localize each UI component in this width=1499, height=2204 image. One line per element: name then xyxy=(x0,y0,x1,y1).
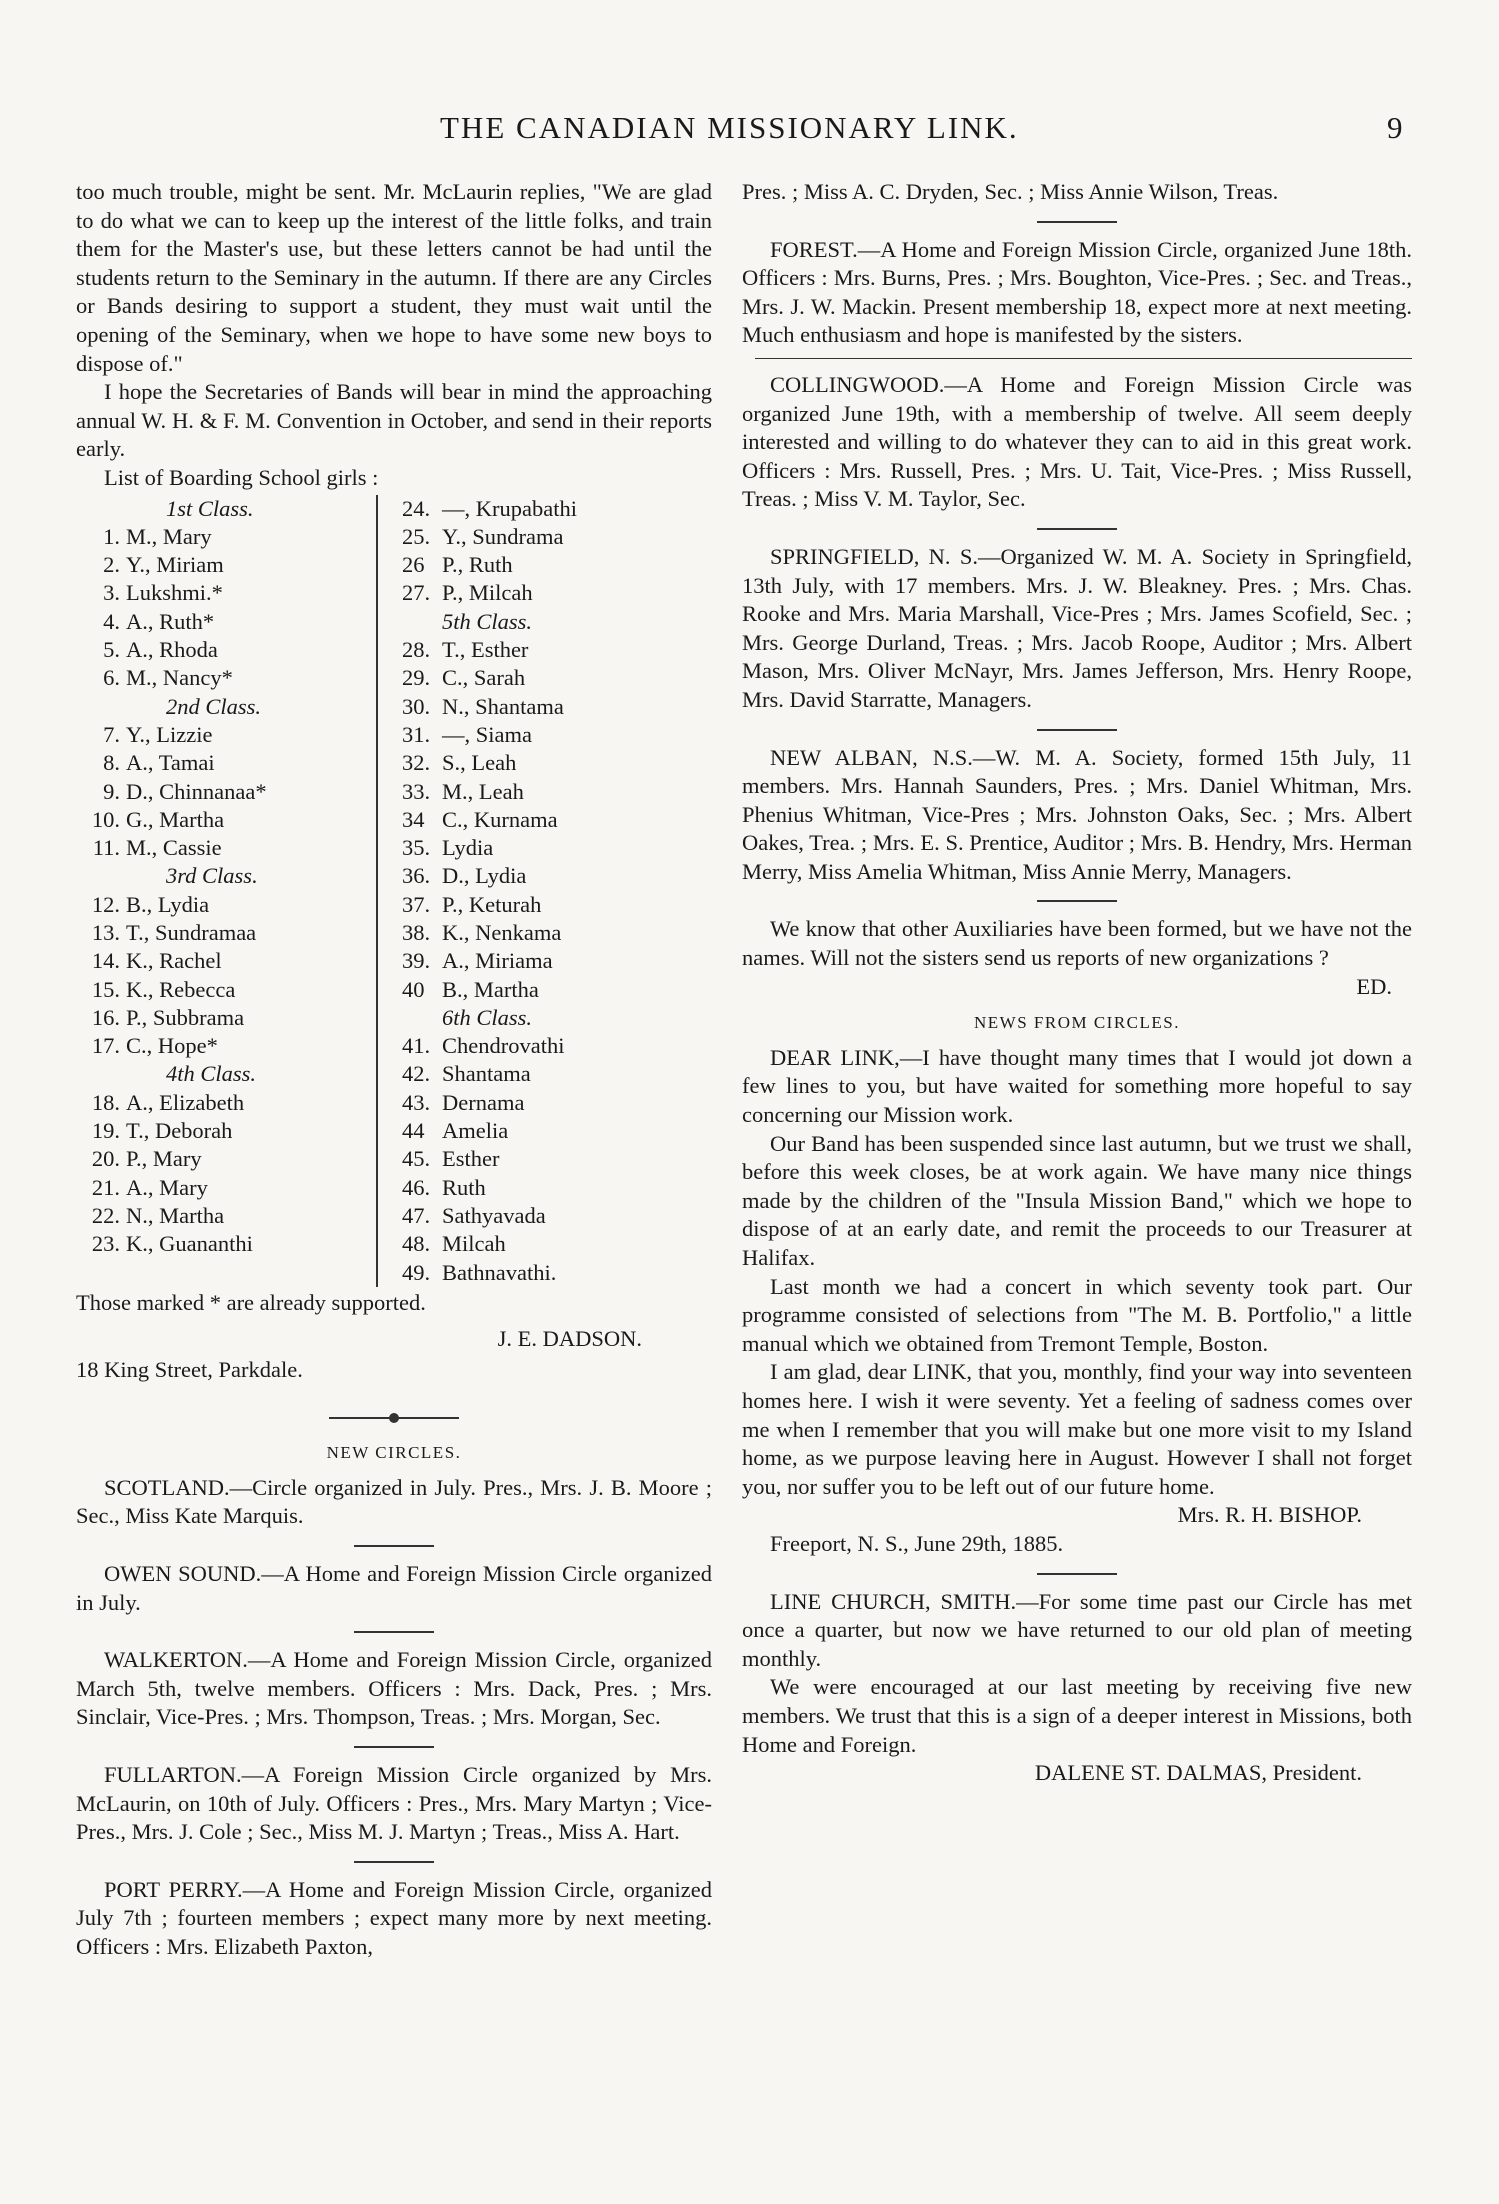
item-name: A., Elizabeth xyxy=(126,1089,245,1115)
item-name: A., Mary xyxy=(126,1174,208,1200)
item-name: A., Rhoda xyxy=(126,637,218,663)
item-number: 18. xyxy=(91,1089,120,1115)
notice-walkerton xyxy=(76,1646,712,1732)
list-item xyxy=(402,495,702,523)
list-item xyxy=(402,579,702,607)
letter-text: —I have thought many times that I would jot down a few lines to you, but have waited for something more hopeful to say concerning our Mission work. xyxy=(742,1044,1412,1128)
place-name: WALKERTON. xyxy=(104,1647,248,1673)
list-item xyxy=(402,1032,702,1060)
item-number: 10. xyxy=(91,806,120,832)
item-number: 48. xyxy=(402,1231,431,1257)
paragraph: too much trouble, might be sent. Mr. McLaurin replies, "We are glad to do what we can to keep up the interest of the little folks, and train them for the Master's use, but these letters cannot be had until the students return to the Seminary in the autumn. If there are any Circles or Bands desiring to support a student, they must wait until the opening of the Seminary, when we hope to have some new boys to dispose of." xyxy=(76,179,712,376)
list-item xyxy=(76,523,376,551)
notice-scotland xyxy=(76,1474,712,1531)
item-number: 12. xyxy=(91,891,120,917)
list-item xyxy=(76,636,376,664)
item-number: 35. xyxy=(402,835,431,861)
letter-paragraph: Our Band has been suspended since last autumn, but we trust we shall, before this week closes, be at work again. We have many nice things made by the children of the "Insula Mission Band," which we hope to dispose of at an early date, and remit the proceeds to our Treasurer at Halifax. xyxy=(742,1130,1412,1270)
item-name: M., Leah xyxy=(442,778,524,804)
class-heading: 5th Class. xyxy=(442,608,533,634)
item-number: 34 xyxy=(402,806,425,832)
class-heading: 1st Class. xyxy=(166,495,254,521)
item-name: Shantama xyxy=(442,1061,531,1087)
place-name: LINE CHURCH, SMITH. xyxy=(770,1588,1017,1614)
notice-text: —A Foreign Mission Circle organized by Mrs. McLaurin, on 10th of July. Officers : Pres., Mrs. Mary Martyn ; Vice-Pres., Mrs. J. Cole ; Sec., Miss M. J. Martyn ; Treas., Miss A. Hart. xyxy=(76,1761,712,1845)
page-number: 9 xyxy=(1387,110,1403,145)
section-heading-new-circles: NEW CIRCLES. xyxy=(326,1443,462,1463)
item-name: K., Rachel xyxy=(126,948,222,974)
item-number: 31. xyxy=(402,721,431,747)
list-item xyxy=(76,1117,376,1145)
item-name: Chendrovathi xyxy=(442,1033,565,1059)
notice-text: —A Home and Foreign Mission Circle organized in July. xyxy=(76,1561,712,1615)
divider xyxy=(1037,221,1117,223)
item-number: 14. xyxy=(91,948,120,974)
item-name: M., Nancy* xyxy=(126,665,233,691)
item-number: 45. xyxy=(402,1146,431,1172)
item-number: 21. xyxy=(91,1174,120,1200)
item-name: G., Martha xyxy=(126,806,225,832)
list-item xyxy=(402,1060,702,1088)
paragraph: I hope the Secretaries of Bands will bear in mind the approaching annual W. H. & F. M. Convention in October, and send in their reports early. xyxy=(76,379,712,462)
divider xyxy=(354,1545,434,1547)
letter-signature: Mrs. R. H. BISHOP. xyxy=(1177,1502,1362,1528)
item-name: T., Deborah xyxy=(126,1118,233,1144)
item-name: Dernama xyxy=(442,1089,525,1115)
notice-forest xyxy=(742,236,1412,350)
divider xyxy=(1037,729,1117,731)
item-number: 43. xyxy=(402,1089,431,1115)
list-item xyxy=(76,976,376,1004)
page-header xyxy=(0,110,1499,160)
list-item xyxy=(76,1202,376,1230)
notice-fullarton xyxy=(76,1761,712,1847)
item-number: 47. xyxy=(402,1202,431,1228)
item-number: 40 xyxy=(402,976,425,1002)
divider xyxy=(755,358,1412,359)
place-name: FULLARTON. xyxy=(104,1761,242,1787)
list-item xyxy=(402,834,702,862)
item-name: K., Guananthi xyxy=(126,1231,253,1257)
list-item xyxy=(76,806,376,834)
editor-note: We know that other Auxiliaries have been formed, but we have not the names. Will not the sisters send us reports of new organizations ? xyxy=(742,916,1412,971)
item-number: 44 xyxy=(402,1118,425,1144)
item-number: 36. xyxy=(402,863,431,889)
item-name: M., Cassie xyxy=(126,835,222,861)
item-number: 26 xyxy=(402,552,425,578)
list-item xyxy=(76,891,376,919)
list-item xyxy=(402,806,702,834)
item-number: 42. xyxy=(402,1061,431,1087)
item-name: Lydia xyxy=(442,835,494,861)
list-item xyxy=(402,693,702,721)
paragraph-continued: Pres. ; Miss A. C. Dryden, Sec. ; Miss Annie Wilson, Treas. xyxy=(742,179,1279,204)
divider xyxy=(1037,900,1117,902)
list-intro: List of Boarding School girls : xyxy=(104,464,379,490)
item-number: 38. xyxy=(402,919,431,945)
item-name: C., Kurnama xyxy=(442,806,558,832)
item-name: Ruth xyxy=(442,1174,486,1200)
item-name: Amelia xyxy=(442,1118,509,1144)
item-name: —, Siama xyxy=(442,721,532,747)
item-number: 33. xyxy=(402,778,431,804)
class-heading: 4th Class. xyxy=(166,1061,257,1087)
girls-list-column-1 xyxy=(76,495,376,1287)
letter-paragraph: Last month we had a concert in which seventy took part. Our programme consisted of selections from "The M. B. Portfolio," a little manual which we obtained from Tremont Temple, Boston. xyxy=(742,1273,1412,1356)
item-name: Y., Lizzie xyxy=(126,721,213,747)
notice-collingwood xyxy=(742,371,1412,514)
list-item xyxy=(402,664,702,692)
item-name: P., Ruth xyxy=(442,552,513,578)
item-number: 3. xyxy=(103,580,120,606)
notice-text: —A Home and Foreign Mission Circle, organized June 18th. Officers : Mrs. Burns, Pres. ; Mrs. Boughton, Vice-Pres. ; Sec. and Treas., Mrs. J. W. Mackin. Present membership 18, expect more at next meeting. Much enthusiasm and hope is manifested by the sisters. xyxy=(742,236,1412,348)
item-number: 27. xyxy=(402,580,431,606)
item-name: A., Miriama xyxy=(442,948,553,974)
item-number: 22. xyxy=(91,1202,120,1228)
list-item xyxy=(76,664,376,692)
notice-new-alban xyxy=(742,744,1412,887)
item-number: 17. xyxy=(91,1033,120,1059)
item-name: T., Sundramaa xyxy=(126,919,257,945)
list-item xyxy=(76,579,376,607)
list-item xyxy=(402,1202,702,1230)
item-number: 25. xyxy=(402,523,431,549)
item-name: A., Tamai xyxy=(126,750,215,776)
address: 18 King Street, Parkdale. xyxy=(76,1357,303,1383)
item-name: D., Chinnanaa* xyxy=(126,778,267,804)
supported-note: Those marked * are already supported. xyxy=(76,1289,426,1315)
list-item xyxy=(76,721,376,749)
item-number: 20. xyxy=(91,1146,120,1172)
girls-list-column-2 xyxy=(376,495,702,1287)
item-number: 11. xyxy=(92,835,120,861)
item-number: 16. xyxy=(91,1004,120,1030)
item-name: B., Martha xyxy=(442,976,539,1002)
list-item xyxy=(76,1230,376,1258)
list-item xyxy=(402,1259,702,1287)
item-name: —, Krupabathi xyxy=(442,495,577,521)
list-item xyxy=(402,636,702,664)
item-name: K., Rebecca xyxy=(126,976,236,1002)
item-number: 7. xyxy=(103,721,120,747)
list-item xyxy=(402,947,702,975)
list-item xyxy=(76,608,376,636)
item-number: 28. xyxy=(402,637,431,663)
place-name: OWEN SOUND. xyxy=(104,1561,262,1586)
item-number: 9. xyxy=(103,778,120,804)
list-item xyxy=(76,1089,376,1117)
girls-list xyxy=(76,495,712,1287)
item-number: 29. xyxy=(402,665,431,691)
list-item xyxy=(402,1174,702,1202)
letter-place-date: Freeport, N. S., June 29th, 1885. xyxy=(770,1530,1064,1556)
item-name: Lukshmi.* xyxy=(126,580,223,606)
list-item xyxy=(76,551,376,579)
list-item xyxy=(76,778,376,806)
item-name: Y., Miriam xyxy=(126,552,224,578)
item-name: B., Lydia xyxy=(126,891,210,917)
divider xyxy=(1037,1573,1117,1575)
editor-signature: ED. xyxy=(1356,973,1392,999)
notice-port-perry xyxy=(76,1876,712,1962)
class-heading: 2nd Class. xyxy=(166,693,262,719)
notice-owen-sound xyxy=(76,1560,712,1617)
right-column xyxy=(742,178,1412,1788)
class-heading: 3rd Class. xyxy=(166,863,258,889)
list-item xyxy=(402,721,702,749)
item-number: 2. xyxy=(103,552,120,578)
salutation: DEAR LINK, xyxy=(770,1044,900,1070)
notice-text: —A Home and Foreign Mission Circle, organized March 5th, twelve members. Officers : Mrs. Dack, Pres. ; Mrs. Sinclair, Vice-Pres. ; Mrs. Thompson, Treas. ; Mrs. Morgan, Sec. xyxy=(76,1647,712,1730)
notice-text: —Circle organized in July. Pres., Mrs. J. B. Moore ; Sec., Miss Kate Marquis. xyxy=(76,1474,712,1529)
item-name: D., Lydia xyxy=(442,863,527,889)
list-item xyxy=(402,749,702,777)
item-name: C., Sarah xyxy=(442,665,526,691)
list-item xyxy=(76,834,376,862)
item-number: 13. xyxy=(91,919,120,945)
left-column xyxy=(76,178,712,1962)
divider xyxy=(1037,528,1117,530)
item-number: 46. xyxy=(402,1174,431,1200)
item-name: Milcah xyxy=(442,1231,506,1257)
list-item xyxy=(402,1089,702,1117)
place-name: COLLINGWOOD. xyxy=(770,371,945,397)
list-item xyxy=(76,947,376,975)
list-item xyxy=(76,1032,376,1060)
item-number: 24. xyxy=(402,495,431,521)
list-item xyxy=(402,919,702,947)
place-name: FOREST. xyxy=(770,236,858,262)
divider xyxy=(354,1631,434,1633)
list-item xyxy=(402,778,702,806)
item-name: P., Keturah xyxy=(442,891,542,917)
item-name: Esther xyxy=(442,1146,500,1172)
item-name: A., Ruth* xyxy=(126,608,215,634)
notice-springfield xyxy=(742,543,1412,715)
list-item xyxy=(402,551,702,579)
class-heading: 6th Class. xyxy=(442,1004,533,1030)
place-name: SCOTLAND. xyxy=(104,1474,230,1500)
item-number: 32. xyxy=(402,750,431,776)
notice-line-church xyxy=(742,1588,1412,1674)
item-name: T., Esther xyxy=(442,637,529,663)
place-name: PORT PERRY. xyxy=(104,1876,243,1902)
notice-text: —A Home and Foreign Mission Circle was organized June 19th, with a membership of twelve. All seem deeply interested and willing to do whatever they can to aid in this great work. Officers : Mrs. Russell, Pres. ; Mrs. U. Tait, Vice-Pres. ; Miss Russell, Treas. ; Miss V. M. Taylor, Sec. xyxy=(742,371,1412,512)
item-name: K., Nenkama xyxy=(442,919,562,945)
notice-text: —For some time past our Circle has met once a quarter, but now we have returned to our old plan of meeting monthly. xyxy=(742,1588,1412,1671)
item-number: 4. xyxy=(103,608,120,634)
item-name: S., Leah xyxy=(442,750,517,776)
paragraph: We were encouraged at our last meeting by receiving five new members. We trust that this is a sign of a deeper interest in Missions, both Home and Foreign. xyxy=(742,1674,1412,1757)
place-name: NEW ALBAN, N.S. xyxy=(770,744,973,770)
list-item xyxy=(402,1230,702,1258)
list-item xyxy=(76,1145,376,1173)
item-number: 37. xyxy=(402,891,431,917)
list-item xyxy=(402,862,702,890)
notice-signature: DALENE ST. DALMAS, President. xyxy=(1034,1760,1362,1786)
item-number: 6. xyxy=(103,665,120,691)
item-number: 39. xyxy=(402,948,431,974)
item-number: 8. xyxy=(103,750,120,776)
list-item xyxy=(402,1145,702,1173)
divider xyxy=(354,1861,434,1863)
item-number: 19. xyxy=(91,1118,120,1144)
place-name: SPRINGFIELD, N. S. xyxy=(770,543,978,569)
item-number: 1. xyxy=(103,523,120,549)
signature: J. E. DADSON. xyxy=(497,1326,642,1352)
notice-text: —Organized W. M. A. Society in Springfield, 13th July, with 17 members. Mrs. J. W. Bleakney. Pres. ; Mrs. Chas. Rooke and Mrs. Maria Marshall, Vice-Pres ; Mrs. James Scofield, Sec. ; Mrs. George Durland, Treas. ; Mrs. Jacob Roope, Auditor ; Mrs. Albert Mason, Mrs. Oliver McNayr, Mrs. James Jefferson, Mrs. Henry Roope, Mrs. David Starratte, Managers. xyxy=(742,543,1412,712)
item-name: Sathyavada xyxy=(442,1202,546,1228)
list-item xyxy=(402,523,702,551)
item-number: 5. xyxy=(103,637,120,663)
letter-paragraph: I am glad, dear LINK, that you, monthly, find your way into seventeen homes here. I wish it were seventy. Yet a feeling of sadness comes over me when I remember that you will make but one more visit to my Island home, as we purpose leaving here in August. However I shall not forget you, nor suffer you to be left out of our future home. xyxy=(742,1359,1412,1499)
item-name: P., Mary xyxy=(126,1146,202,1172)
item-name: N., Martha xyxy=(126,1202,225,1228)
list-item xyxy=(76,919,376,947)
letter-paragraph xyxy=(742,1044,1412,1130)
item-name: M., Mary xyxy=(126,523,212,549)
item-name: C., Hope* xyxy=(126,1033,218,1059)
item-name: P., Subbrama xyxy=(126,1004,245,1030)
item-name: Y., Sundrama xyxy=(442,523,564,549)
item-number: 15. xyxy=(91,976,120,1002)
list-item xyxy=(76,1174,376,1202)
list-item xyxy=(76,749,376,777)
ornament-divider xyxy=(76,1403,712,1432)
item-number: 30. xyxy=(402,693,431,719)
divider xyxy=(354,1746,434,1748)
list-item xyxy=(76,1004,376,1032)
notice-text: —W. M. A. Society, formed 15th July, 11 members. Mrs. Hannah Saunders, Pres. ; Mrs. Daniel Whitman, Mrs. Phenius Whitman, Vice-Pres ; Mrs. Johnston Oaks, Sec. ; Mrs. Albert Oakes, Trea. ; Mrs. E. S. Prentice, Auditor ; Mrs. B. Hendry, Mrs. Herman Merry, Miss Amelia Whitman, Miss Annie Merry, Managers. xyxy=(742,744,1412,884)
item-name: Bathnavathi. xyxy=(442,1259,557,1285)
page-title: THE CANADIAN MISSIONARY LINK. xyxy=(440,110,1019,145)
item-number: 41. xyxy=(402,1033,431,1059)
list-item xyxy=(402,976,702,1004)
notice-text: —A Home and Foreign Mission Circle, organized July 7th ; fourteen members ; expect many more by next meeting. Officers : Mrs. Elizabeth Paxton, xyxy=(76,1876,712,1959)
list-item xyxy=(402,891,702,919)
item-number: 49. xyxy=(402,1259,431,1285)
item-name: P., Milcah xyxy=(442,580,533,606)
item-number: 23. xyxy=(91,1231,120,1257)
section-heading-news: NEWS FROM CIRCLES. xyxy=(974,1013,1180,1033)
list-item xyxy=(402,1117,702,1145)
item-name: N., Shantama xyxy=(442,693,564,719)
